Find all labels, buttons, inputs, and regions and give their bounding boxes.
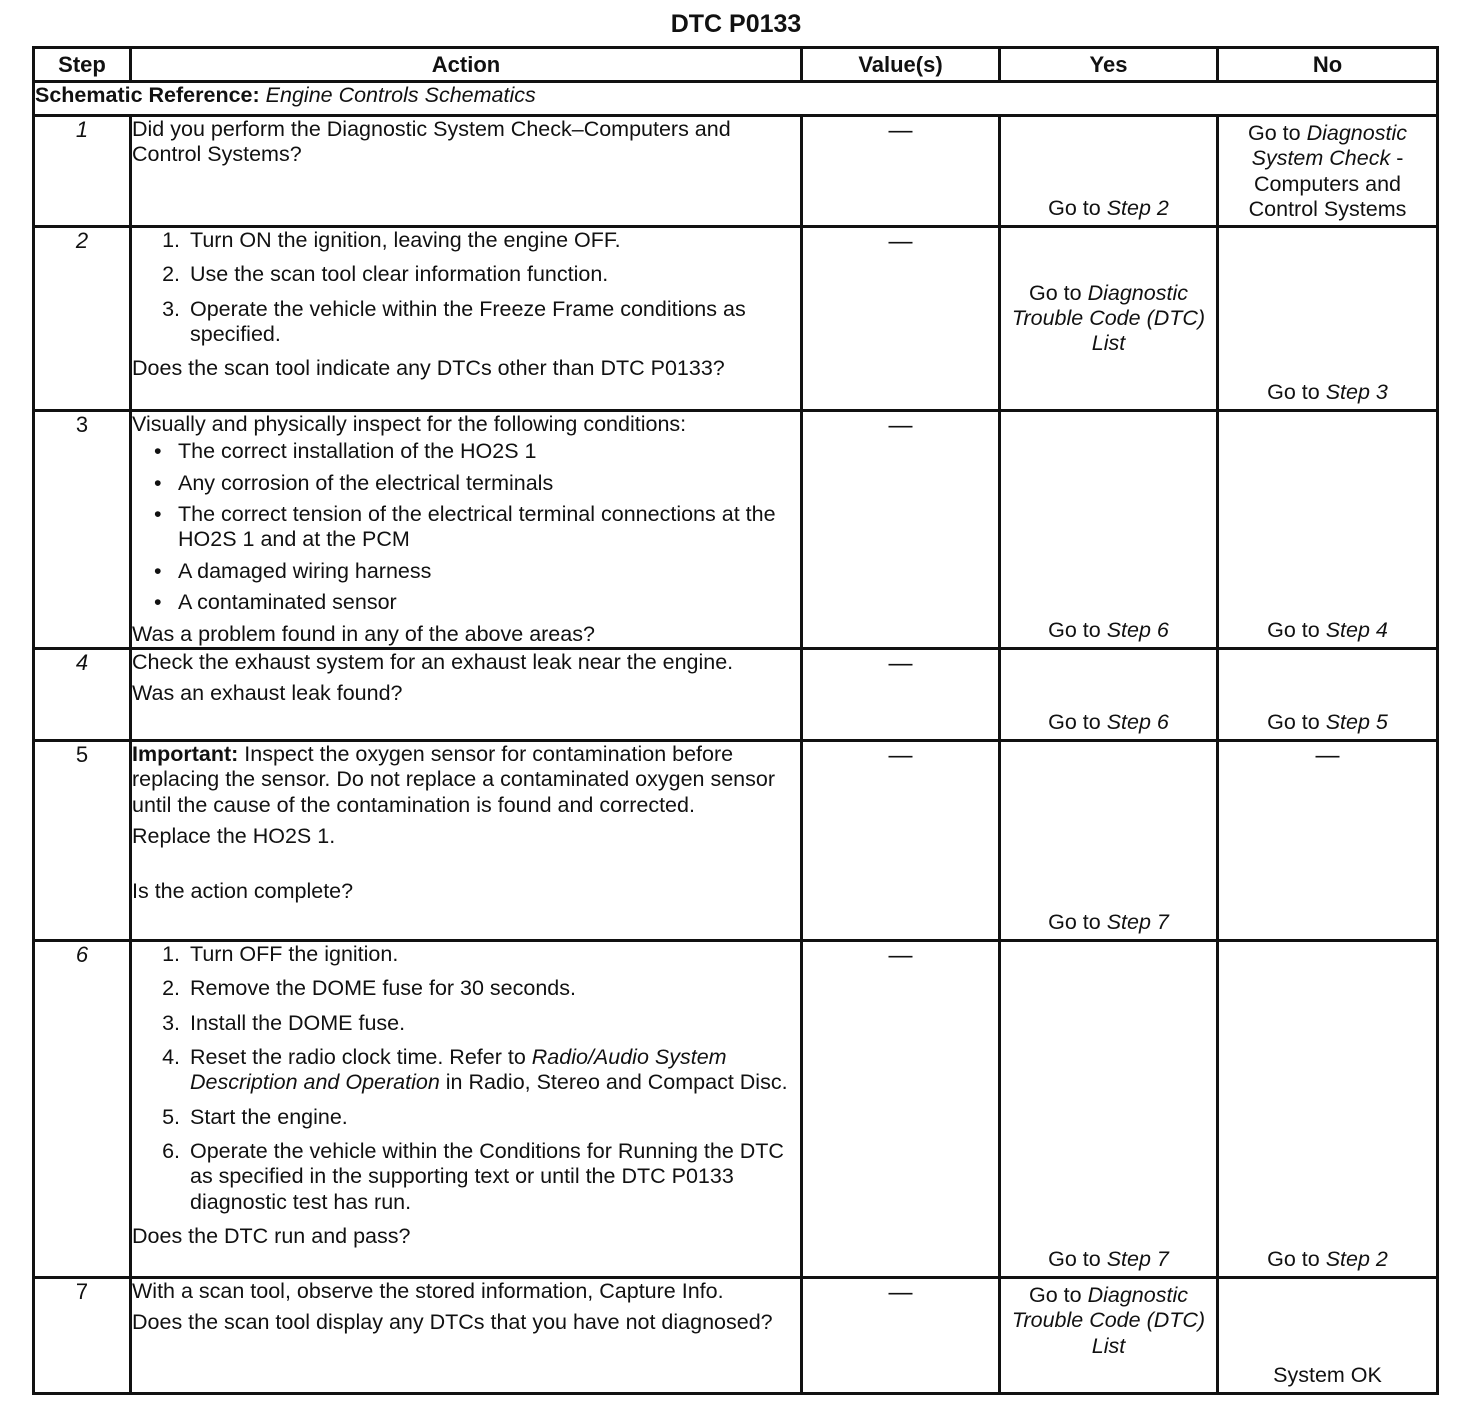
step-number: 5	[34, 740, 131, 940]
header-no: No	[1218, 48, 1438, 82]
no-link[interactable]: Step 5	[1325, 709, 1388, 734]
action-cell	[131, 227, 802, 411]
question-text: Does the scan tool display any DTCs that you have not diagnosed?	[132, 1310, 773, 1335]
table-row	[34, 411, 1438, 649]
question-text: Is the action complete?	[132, 879, 354, 904]
action-cell	[131, 940, 802, 1277]
no-prefix: Go to	[1248, 121, 1301, 145]
dtc-table	[32, 46, 1439, 1395]
list-item: • The correct tension of the electrical terminal connections at the HO2S 1 and at the PCM	[178, 502, 800, 553]
yes-prefix: Go to	[1048, 709, 1101, 734]
question-text: Was a problem found in any of the above areas?	[132, 621, 595, 646]
list-item-text: in Radio, Stereo and Compact Disc.	[445, 1070, 788, 1095]
reference-link[interactable]: Radio/Audio System Description and Operation	[190, 1044, 727, 1095]
yes-cell	[1000, 940, 1218, 1277]
important-note	[132, 742, 800, 818]
schematic-link[interactable]: Engine Controls Schematics	[265, 83, 536, 107]
step-number: 2	[34, 227, 131, 411]
list-item: 1. Turn ON the ignition, leaving the engine OFF.	[186, 228, 800, 253]
yes-link[interactable]: Step 2	[1106, 195, 1169, 220]
page-title: DTC P0133	[670, 10, 802, 38]
intro-text: Visually and physically inspect for the following conditions:	[132, 412, 687, 436]
no-link[interactable]: Step 3	[1325, 379, 1388, 404]
yes-link[interactable]: Step 6	[1106, 617, 1169, 642]
no-prefix: Go to	[1267, 709, 1320, 734]
schematic-row	[34, 82, 1438, 116]
yes-link[interactable]: Step 7	[1106, 1246, 1169, 1271]
table-row	[34, 740, 1438, 940]
step-number: 1	[34, 116, 131, 227]
yes-cell	[1000, 116, 1218, 227]
procedure-list	[132, 942, 800, 1215]
action-text: With a scan tool, observe the stored information, Capture Info.	[132, 1278, 724, 1303]
yes-link[interactable]: Step 7	[1106, 909, 1169, 934]
action-text: Did you perform the Diagnostic System Check–Computers and Control Systems?	[132, 117, 731, 167]
list-item	[186, 1045, 800, 1096]
value-cell: —	[802, 740, 1000, 940]
yes-cell	[1000, 411, 1218, 649]
yes-cell	[1000, 740, 1218, 940]
value-cell: —	[802, 940, 1000, 1277]
procedure-list	[132, 228, 800, 347]
table-row	[34, 940, 1438, 1277]
list-item: 1. Turn OFF the ignition.	[186, 942, 800, 967]
no-link[interactable]: Diagnostic System Check	[1251, 121, 1407, 171]
list-item: • The correct installation of the HO2S 1	[178, 439, 800, 464]
header-step: Step	[34, 48, 131, 82]
table-row	[34, 227, 1438, 411]
list-item: 2. Use the scan tool clear information function.	[186, 262, 800, 287]
no-cell	[1218, 411, 1438, 649]
yes-prefix: Go to	[1048, 909, 1101, 934]
yes-link[interactable]: Step 6	[1106, 709, 1169, 734]
step-number: 6	[34, 940, 131, 1277]
no-cell	[1218, 1277, 1438, 1393]
header-yes: Yes	[1000, 48, 1218, 82]
list-item: • A damaged wiring harness	[178, 559, 800, 584]
yes-prefix: Go to	[1029, 280, 1082, 305]
no-suffix: - Computers and Control Systems	[1248, 146, 1407, 222]
yes-prefix: Go to	[1048, 195, 1101, 220]
yes-prefix: Go to	[1029, 1282, 1082, 1307]
value-cell: —	[802, 411, 1000, 649]
schematic-label: Schematic Reference:	[35, 83, 260, 107]
table-row	[34, 648, 1438, 740]
question-text: Was an exhaust leak found?	[132, 681, 403, 706]
yes-cell	[1000, 227, 1218, 411]
yes-cell	[1000, 1277, 1218, 1393]
list-item: 6. Operate the vehicle within the Conditions for Running the DTC as specified in the supporting text or until the DTC P0133 diagnostic test has run.	[186, 1139, 800, 1215]
action-cell	[131, 116, 802, 227]
action-text: Check the exhaust system for an exhaust leak near the engine.	[132, 649, 734, 674]
question-text: Does the DTC run and pass?	[132, 1224, 411, 1249]
list-item-text: Reset the radio clock time. Refer to	[190, 1044, 526, 1069]
action-cell	[131, 740, 802, 940]
list-item: 3. Install the DOME fuse.	[186, 1011, 800, 1036]
no-cell	[1218, 227, 1438, 411]
question-text: Does the scan tool indicate any DTCs other than DTC P0133?	[132, 356, 725, 381]
value-cell: —	[802, 227, 1000, 411]
yes-link[interactable]: Diagnostic Trouble Code (DTC) List	[1011, 1282, 1206, 1358]
step-number: 4	[34, 648, 131, 740]
condition-list	[132, 439, 800, 615]
no-cell	[1218, 648, 1438, 740]
yes-link[interactable]: Diagnostic Trouble Code (DTC) List	[1011, 280, 1206, 356]
value-cell: —	[802, 116, 1000, 227]
no-link[interactable]: Step 2	[1325, 1246, 1388, 1271]
list-item: 5. Start the engine.	[186, 1105, 800, 1130]
no-prefix: Go to	[1267, 617, 1320, 642]
schematic-reference	[34, 82, 1438, 116]
header-values: Value(s)	[802, 48, 1000, 82]
action-cell	[131, 411, 802, 649]
header-row	[34, 48, 1438, 82]
list-item: 3. Operate the vehicle within the Freeze Frame conditions as specified.	[186, 297, 800, 348]
no-cell: —	[1218, 740, 1438, 940]
yes-prefix: Go to	[1048, 1246, 1101, 1271]
action-cell	[131, 1277, 802, 1393]
no-cell	[1218, 940, 1438, 1277]
important-text: Inspect the oxygen sensor for contamination before replacing the sensor. Do not replace a contaminated oxygen sensor until the cause of the contamination is found and corrected.	[132, 741, 776, 817]
no-prefix: Go to	[1267, 1246, 1320, 1271]
no-result: System OK	[1273, 1362, 1382, 1387]
list-item: 2. Remove the DOME fuse for 30 seconds.	[186, 976, 800, 1001]
table-row	[34, 1277, 1438, 1393]
no-cell	[1218, 116, 1438, 227]
list-item: • A contaminated sensor	[178, 590, 800, 615]
yes-cell	[1000, 648, 1218, 740]
list-item: • Any corrosion of the electrical terminals	[178, 471, 800, 496]
step-number: 3	[34, 411, 131, 649]
no-prefix: Go to	[1267, 379, 1320, 404]
no-link[interactable]: Step 4	[1325, 617, 1388, 642]
important-label: Important:	[132, 741, 239, 766]
table-row	[34, 116, 1438, 227]
instruction-text: Replace the HO2S 1.	[132, 823, 336, 848]
yes-prefix: Go to	[1048, 617, 1101, 642]
value-cell: —	[802, 648, 1000, 740]
header-action: Action	[131, 48, 802, 82]
action-cell	[131, 648, 802, 740]
value-cell: —	[802, 1277, 1000, 1393]
step-number: 7	[34, 1277, 131, 1393]
